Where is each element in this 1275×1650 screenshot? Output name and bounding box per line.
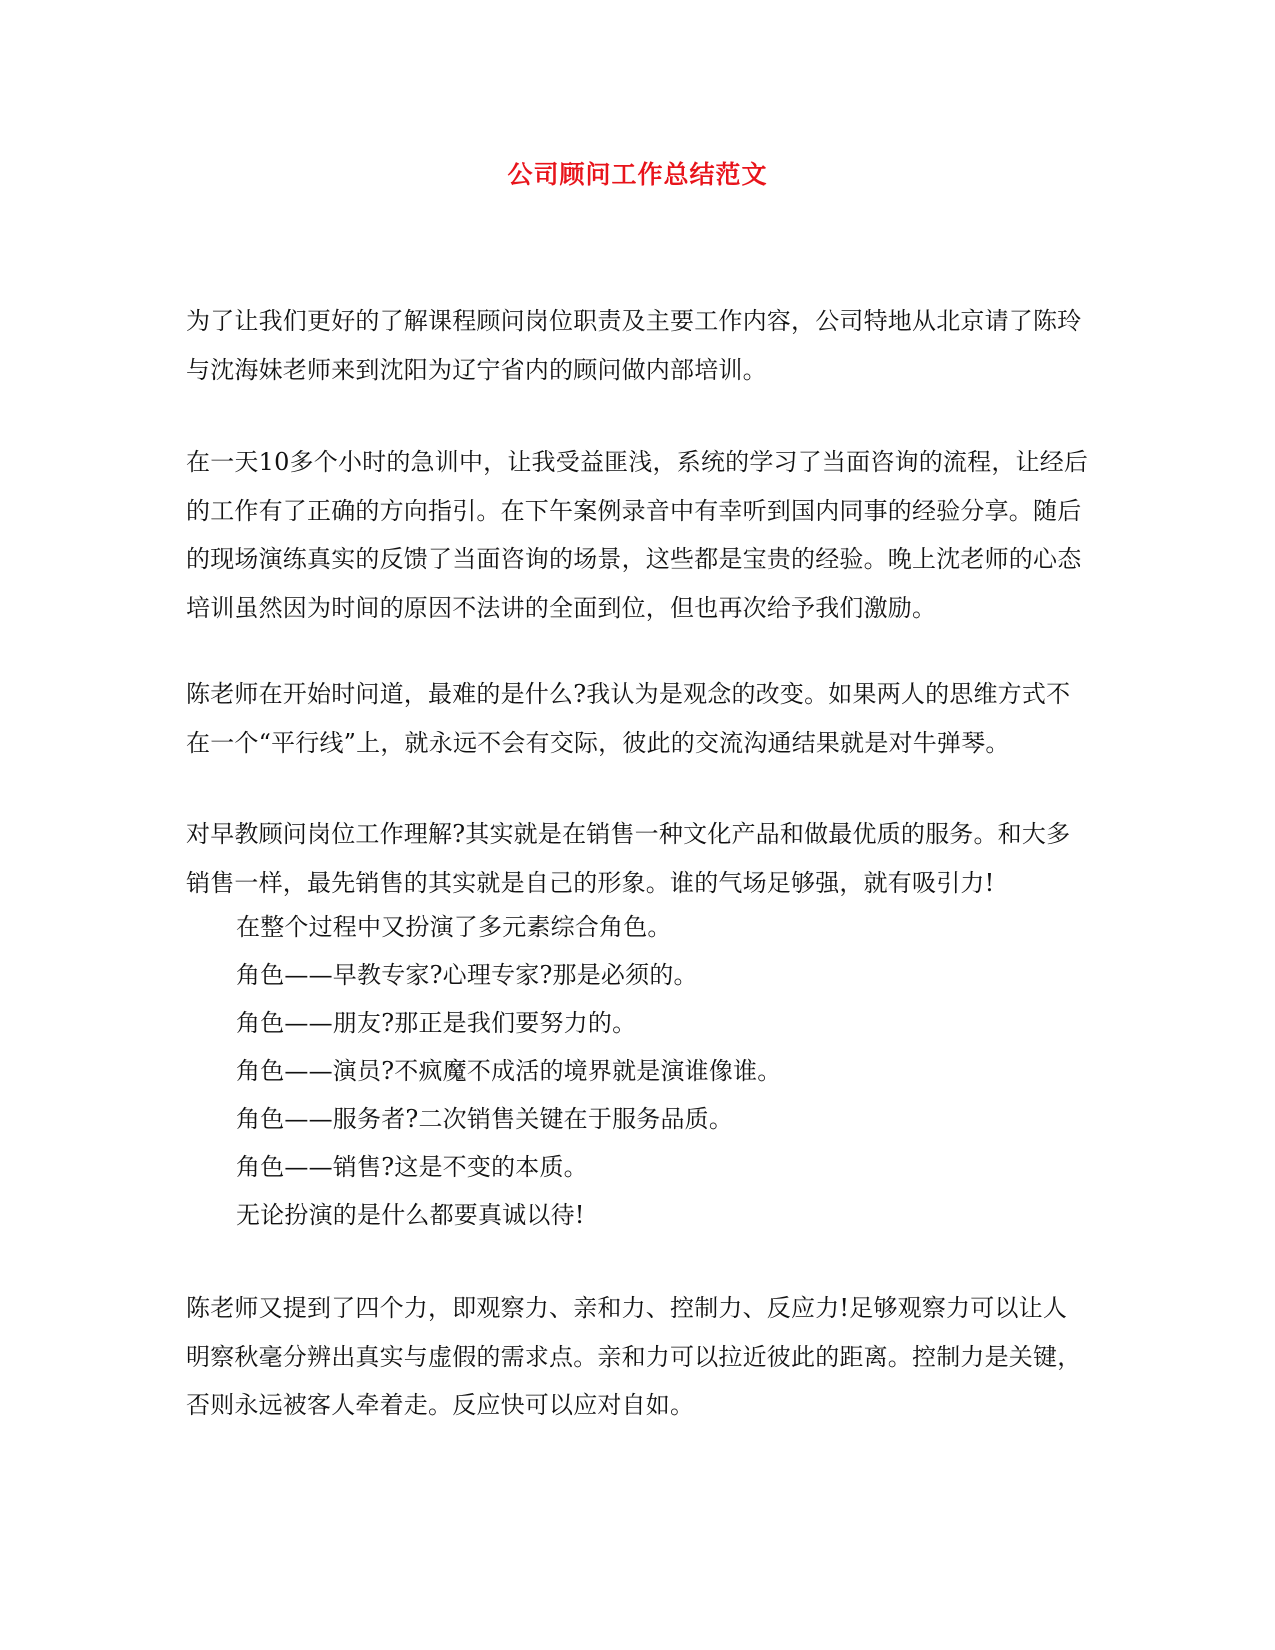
indented-line-4: 角色——演员?不疯魔不成活的境界就是演谁像谁。	[236, 1057, 782, 1085]
indented-line-2: 角色——早教专家?心理专家?那是必须的。	[236, 961, 698, 989]
indented-line-7: 无论扮演的是什么都要真诚以待!	[236, 1201, 585, 1229]
indented-line-3: 角色——朋友?那正是我们要努力的。	[236, 1009, 637, 1037]
paragraph-4: 对早教顾问岗位工作理解?其实就是在销售一种文化产品和做最优质的服务。和大多销售一样，最先销售的其实就是自己的形象。谁的气场足够强，就有吸引力!	[186, 820, 1071, 897]
paragraph-1: 为了让我们更好的了解课程顾问岗位职责及主要工作内容，公司特地从北京请了陈玲与沈海妹老师来到沈阳为辽宁省内的顾问做内部培训。	[186, 307, 1082, 384]
final-paragraph: 陈老师又提到了四个力，即观察力、亲和力、控制力、反应力!足够观察力可以让人明察秋毫分辨出真实与虚假的需求点。亲和力可以拉近彼此的距离。控制力是关键，否则永远被客人牵着走。反应快可以应对自如。	[186, 1294, 1082, 1419]
paragraph-3: 陈老师在开始时问道，最难的是什么?我认为是观念的改变。如果两人的思维方式不在一个“平行线”上，就永远不会有交际，彼此的交流沟通结果就是对牛弹琴。	[186, 680, 1071, 757]
paragraph-2: 在一天10多个小时的急训中，让我受益匪浅，系统的学习了当面咨询的流程，让经后的工作有了正确的方向指引。在下午案例录音中有幸听到国内同事的经验分享。随后的现场演练真实的反馈了当面咨询的场景，这些都是宝贵的经验。晚上沈老师的心态培训虽然因为时间的原因不法讲的全面到位，但也再次给予我们激励。	[186, 448, 1089, 622]
indented-line-5: 角色——服务者?二次销售关键在于服务品质。	[236, 1105, 734, 1133]
document-title: 公司顾问工作总结范文	[507, 160, 768, 189]
indented-line-6: 角色——销售?这是不变的本质。	[236, 1153, 588, 1181]
indented-line-1: 在整个过程中又扮演了多元素综合角色。	[236, 913, 672, 941]
